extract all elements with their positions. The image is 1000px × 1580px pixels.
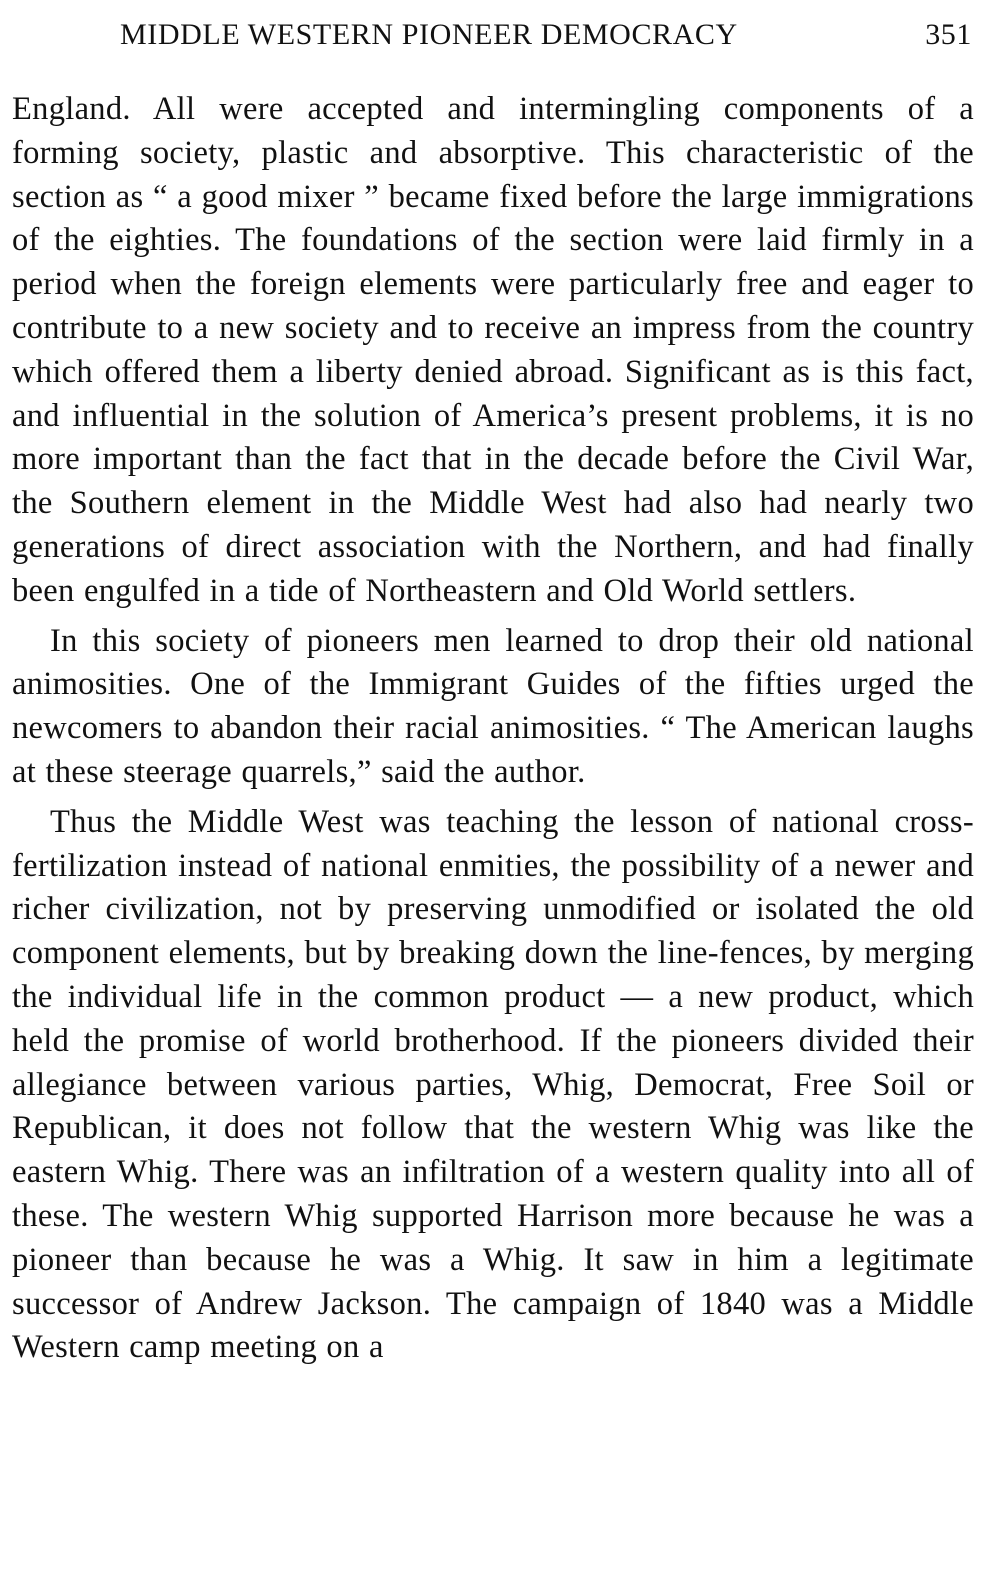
running-head — [12, 18, 974, 66]
body-text — [12, 88, 974, 1370]
page-number: 351 — [925, 18, 972, 51]
running-title: MIDDLE WESTERN PIONEER DEMOCRACY — [120, 18, 738, 51]
paragraph-animosities: In this society of pioneers men learned to drop their old national animosities. One of the Immigrant Guides of the fifties urged the newcomers to abandon their racial animosities. “ The American laughs at these steerage quarrels,” said the author. — [12, 622, 974, 790]
paragraph-continued: England. All were accepted and intermingling components of a forming society, plastic and absorptive. This characteristic of the section as “ a good mixer ” became fixed before the large immigrations of the eighties. The foundations of the section were laid firmly in a period when the foreign elements were particularly free and eager to contribute to a new society and to receive an impress from the country which offered them a liberty denied abroad. Significant as is this fact, and influential in the solution of America’s present problems, it is no more important than the fact that in the decade before the Civil War, the Southern element in the Middle West had also had nearly two generations of direct association with the Northern, and had finally been engulfed in a tide of Northeastern and Old World settlers. — [12, 91, 974, 609]
paragraph-cross-fertilization: Thus the Middle West was teaching the lesson of national cross-fertilization instead of national enmities, the possibility of a newer and richer civilization, not by preserving unmodified or isolated the old component elements, but by breaking down the line-fences, by merging the individual life in the common product — a new product, which held the promise of world brotherhood. If the pioneers divided their allegiance between various parties, Whig, Democrat, Free Soil or Republican, it does not follow that the western Whig was like the eastern Whig. There was an infiltration of a western quality into all of these. The western Whig supported Harrison more because he was a pioneer than because he was a Whig. It saw in him a legitimate successor of Andrew Jackson. The campaign of 1840 was a Middle Western camp meeting on a — [12, 803, 974, 1366]
